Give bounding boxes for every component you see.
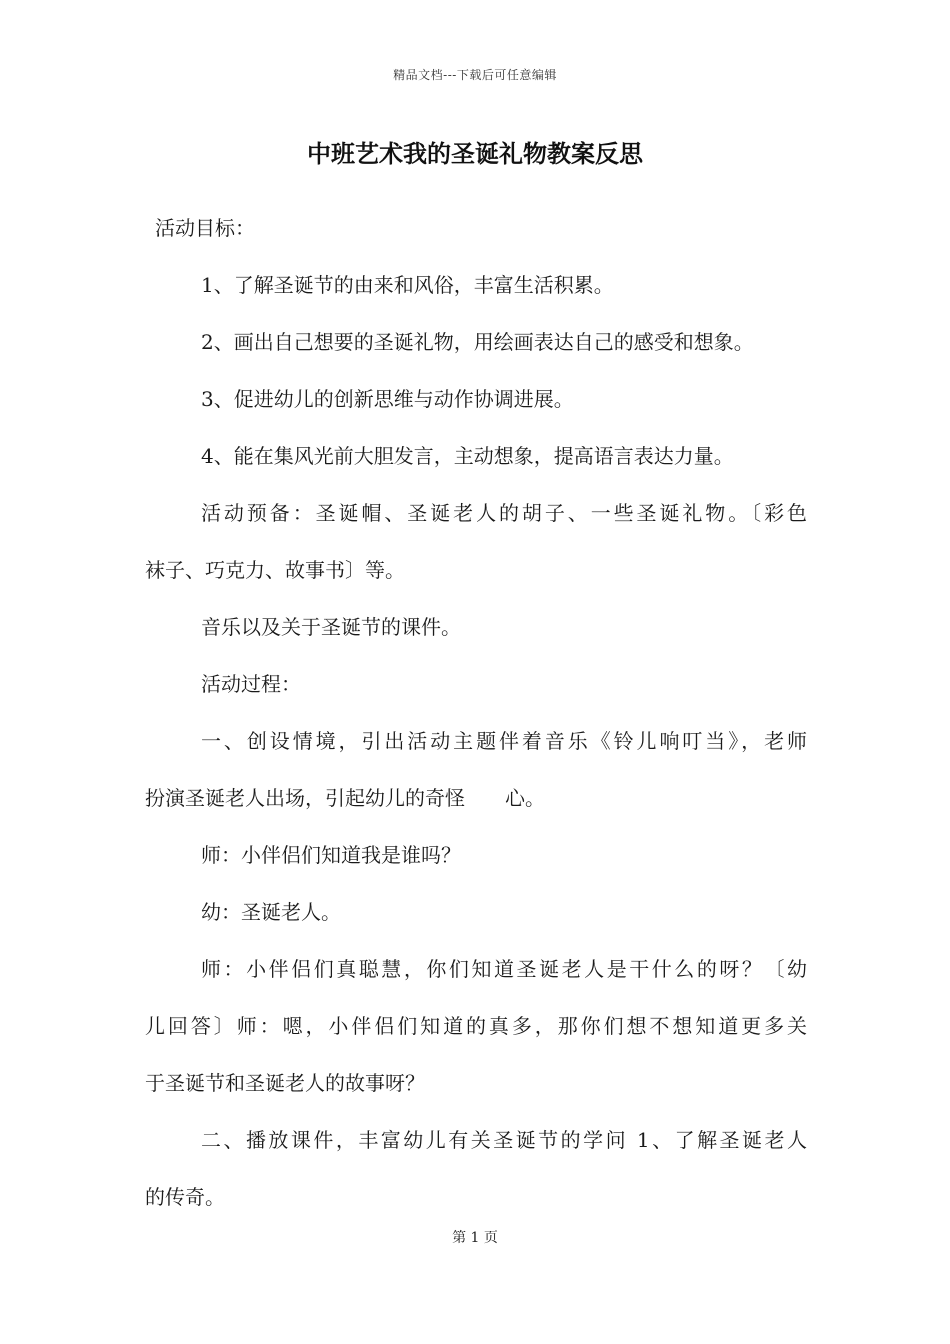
dialogue-teacher-2-line-3: 于圣诞节和圣诞老人的故事呀？ bbox=[145, 1071, 425, 1095]
section-heading-process: 活动过程： bbox=[201, 672, 301, 696]
section-heading-goals: 活动目标： bbox=[155, 216, 255, 240]
document-title: 中班艺术我的圣诞礼物教案反思 bbox=[307, 139, 643, 168]
paragraph-goal-4: 4、能在集风光前大胆发言，主动想象，提高语言表达力量。 bbox=[201, 444, 734, 468]
paragraph-step-2-line-1: 二、播放课件，丰富幼儿有关圣诞节的学问 1、了解圣诞老人 bbox=[201, 1128, 807, 1152]
paragraph-step-1-line-1: 一、创设情境，引出活动主题伴着音乐《铃儿响叮当》，老师 bbox=[201, 729, 807, 753]
paragraph-goal-3: 3、促进幼儿的创新思维与动作协调进展。 bbox=[201, 387, 574, 411]
paragraph-goal-2: 2、画出自己想要的圣诞礼物，用绘画表达自己的感受和想象。 bbox=[201, 330, 754, 354]
paragraph-music: 音乐以及关于圣诞节的课件。 bbox=[201, 615, 461, 639]
dialogue-child-1: 幼：圣诞老人。 bbox=[201, 900, 341, 924]
document-body bbox=[145, 200, 807, 1226]
page-header: 精品文档---下载后可任意编辑 bbox=[393, 68, 557, 82]
paragraph-step-1-line-2: 扮演圣诞老人出场，引起幼儿的奇怪 心。 bbox=[145, 786, 545, 810]
paragraph-preparation-line-1: 活动预备：圣诞帽、圣诞老人的胡子、一些圣诞礼物。〔彩色 bbox=[201, 501, 807, 525]
dialogue-teacher-1: 师：小伴侣们知道我是谁吗？ bbox=[201, 843, 461, 867]
page-number: 第 1 页 bbox=[452, 1230, 498, 1246]
paragraph-step-2-line-2: 的传奇。 bbox=[145, 1185, 225, 1209]
paragraph-preparation-line-2: 袜子、巧克力、故事书〕等。 bbox=[145, 558, 405, 582]
dialogue-teacher-2-line-1: 师：小伴侣们真聪慧，你们知道圣诞老人是干什么的呀？〔幼 bbox=[201, 957, 807, 981]
paragraph-goal-1: 1、了解圣诞节的由来和风俗，丰富生活积累。 bbox=[201, 273, 614, 297]
dialogue-teacher-2-line-2: 儿回答〕师：嗯，小伴侣们知道的真多，那你们想不想知道更多关 bbox=[145, 1014, 807, 1038]
